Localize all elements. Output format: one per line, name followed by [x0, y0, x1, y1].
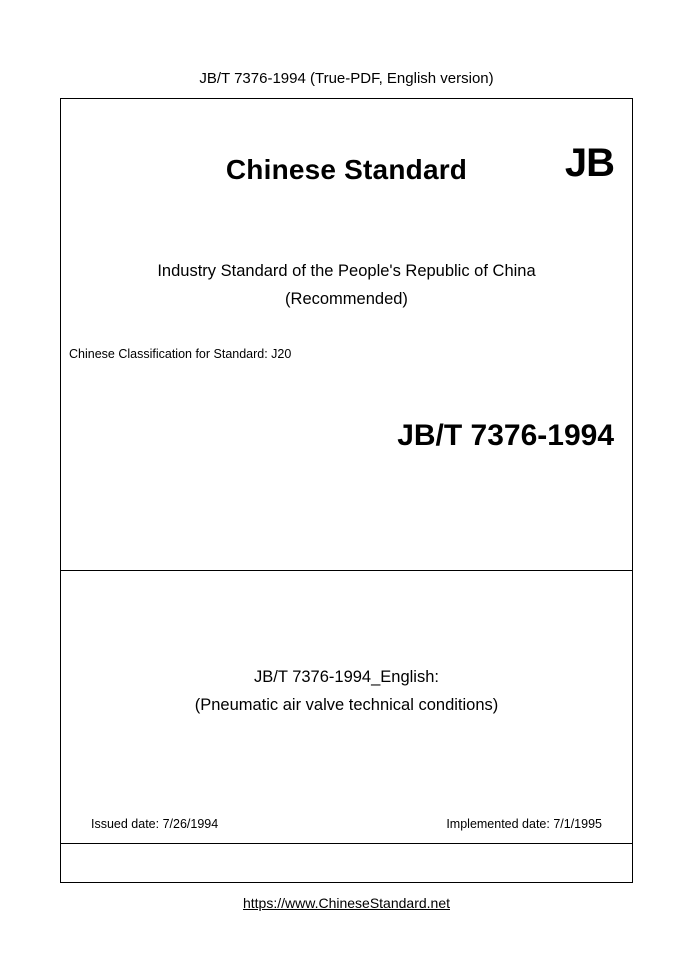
- dates-row: [61, 817, 632, 831]
- chinesestandard-link[interactable]: https://www.ChineseStandard.net: [242, 895, 450, 911]
- cover-middle-section: [61, 571, 632, 844]
- implemented-date: Implemented date: 7/1/1995: [446, 817, 602, 831]
- page-header-title: JB/T 7376-1994 (True-PDF, English version): [199, 70, 494, 87]
- english-title-line-1: JB/T 7376-1994_English:: [254, 668, 439, 686]
- cover-top-section: [61, 99, 632, 571]
- industry-standard-text: [61, 257, 632, 313]
- jb-logo: JB: [564, 141, 614, 185]
- standard-number: JB/T 7376-1994: [397, 419, 614, 452]
- cover-frame: [60, 98, 633, 883]
- classification-text: Chinese Classification for Standard: J20: [69, 347, 292, 361]
- english-title-block: [61, 663, 632, 719]
- english-title-line-2: (Pneumatic air valve technical conditions): [194, 696, 499, 714]
- industry-standard-line-2: (Recommended): [285, 290, 408, 308]
- cover-bottom-section: [61, 844, 632, 880]
- issued-date: Issued date: 7/26/1994: [91, 817, 219, 831]
- industry-standard-line-1: Industry Standard of the People's Republic of China: [157, 262, 536, 280]
- standard-title: Chinese Standard: [225, 154, 468, 185]
